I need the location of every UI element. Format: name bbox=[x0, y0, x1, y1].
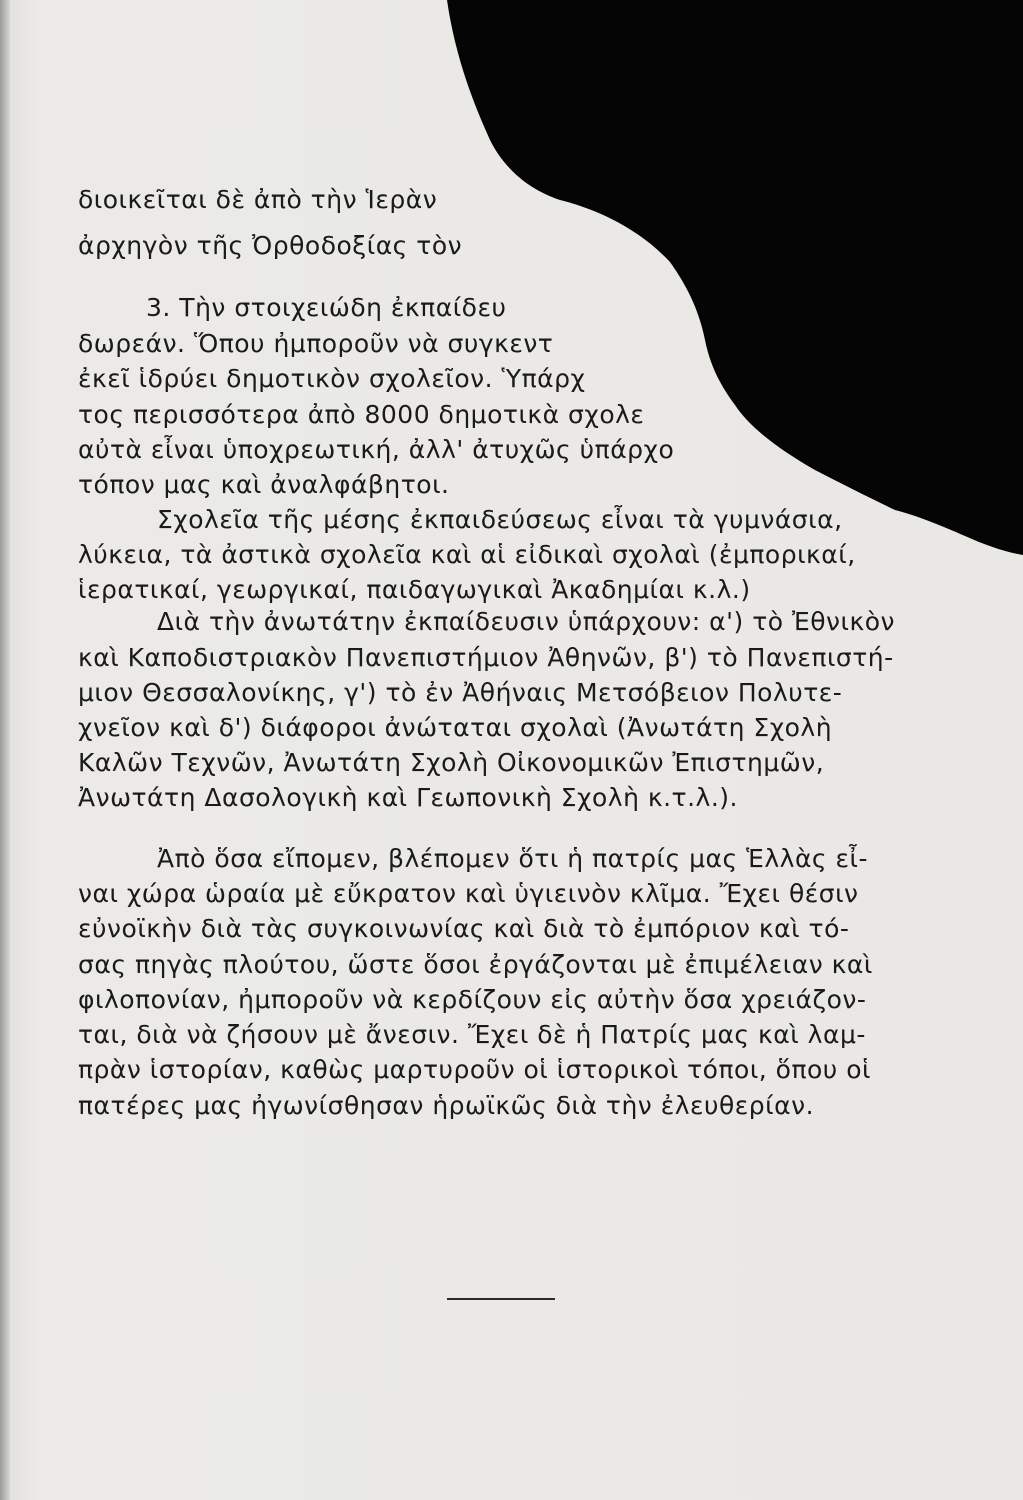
text-line: αὐτὰ εἶναι ὑποχρεωτική, ἀλλ' ἀτυχῶς ὑπάρχο bbox=[78, 435, 675, 464]
end-separator-line bbox=[447, 1298, 555, 1300]
text-line: ναι χώρα ὡραία μὲ εὔκρατον καὶ ὑγιεινὸν κλῖμα. Ἔχει θέσιν bbox=[78, 879, 859, 908]
text-line: τος περισσότερα ἀπὸ 8000 δημοτικὰ σχολε bbox=[78, 400, 645, 429]
text-line: 3. Τὴν στοιχειώδη ἐκπαίδευ bbox=[146, 293, 507, 322]
text-line: Σχολεῖα τῆς μέσης ἐκπαιδεύσεως εἶναι τὰ γυμνάσια, bbox=[157, 505, 843, 534]
text-line: εὐνοϊκὴν διὰ τὰς συγκοινωνίας καὶ διὰ τὸ ἐμπόριον καὶ τό- bbox=[78, 914, 850, 943]
text-line: καὶ Καποδιστριακὸν Πανεπιστήμιον Ἀθηνῶν, β') τὸ Πανεπιστή- bbox=[78, 643, 894, 672]
text-line: σας πηγὰς πλούτου, ὥστε ὅσοι ἐργάζονται μὲ ἐπιμέλειαν καὶ bbox=[78, 950, 873, 979]
text-line: ται, διὰ νὰ ζήσουν μὲ ἄνεσιν. Ἔχει δὲ ἡ Πατρίς μας καὶ λαμ- bbox=[78, 1020, 866, 1049]
text-line: ἱερατικαί, γεωργικαί, παιδαγωγικαὶ Ἀκαδημίαι κ.λ.) bbox=[78, 575, 751, 604]
text-line: πατέρες μας ἠγωνίσθησαν ἡρωϊκῶς διὰ τὴν ἐλευθερίαν. bbox=[78, 1091, 815, 1120]
text-line: χνεῖον καὶ δ') διάφοροι ἀνώταται σχολαὶ (Ἀνωτάτη Σχολὴ bbox=[78, 713, 833, 742]
text-line: ἀρχηγὸν τῆς Ὀρθοδοξίας τὸν bbox=[78, 231, 463, 260]
text-line: ἐκεῖ ἱδρύει δημοτικὸν σχολεῖον. Ὑπάρχ bbox=[78, 364, 586, 393]
text-line: μιον Θεσσαλονίκης, γ') τὸ ἐν Ἀθήναις Μετσόβειον Πολυτε- bbox=[78, 678, 843, 707]
text-line: πρὰν ἱστορίαν, καθὼς μαρτυροῦν οἱ ἱστορικοὶ τόποι, ὅπου οἱ bbox=[78, 1055, 871, 1084]
text-line: διοικεῖται δὲ ἀπὸ τὴν Ἱερὰν bbox=[78, 185, 438, 214]
text-line: Διὰ τὴν ἀνωτάτην ἐκπαίδευσιν ὑπάρχουν: α') τὸ Ἐθνικὸν bbox=[157, 607, 895, 636]
text-line: φιλοπονίαν, ἠμποροῦν νὰ κερδίζουν εἰς αὐτὴν ὅσα χρειάζον- bbox=[78, 985, 867, 1014]
text-line: Ἀνωτάτη Δασολογικὴ καὶ Γεωπονικὴ Σχολὴ κ.τ.λ.). bbox=[78, 783, 738, 812]
text-line: Ἀπὸ ὅσα εἴπομεν, βλέπομεν ὅτι ἡ πατρίς μας Ἑλλὰς εἶ- bbox=[157, 844, 869, 873]
text-line: λύκεια, τὰ ἀστικὰ σχολεῖα καὶ αἱ εἰδικαὶ σχολαὶ (ἐμπορικαί, bbox=[78, 540, 856, 569]
text-line: Καλῶν Τεχνῶν, Ἀνωτάτη Σχολὴ Οἰκονομικῶν Ἐπιστημῶν, bbox=[78, 748, 825, 777]
text-line: τόπον μας καὶ ἀναλφάβητοι. bbox=[78, 470, 450, 499]
text-line: δωρεάν. Ὅπου ἠμποροῦν νὰ συγκεντ bbox=[78, 329, 554, 358]
